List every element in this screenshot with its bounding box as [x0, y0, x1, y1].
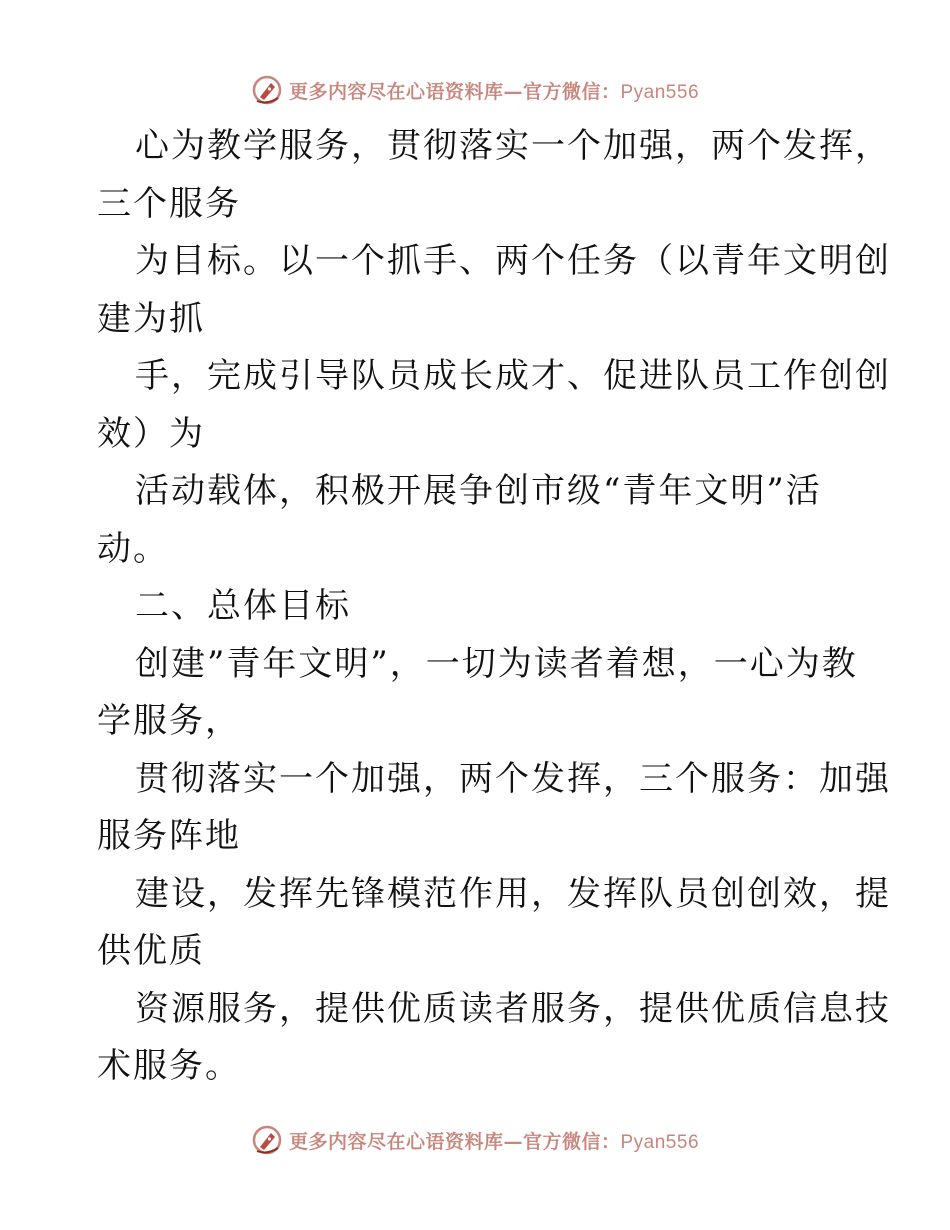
text-line: 为目标。以一个抓手、两个任务（以青年文明创	[135, 241, 891, 281]
text-line: 术服务。	[97, 1046, 241, 1086]
text-line: 心为教学服务，贯彻落实一个加强，两个发挥，	[135, 126, 891, 166]
text-line: 动。	[97, 528, 169, 569]
document-body	[97, 118, 891, 1096]
text-line: 二、总体目标	[135, 586, 351, 626]
text-line: 建为抓	[97, 298, 205, 339]
pen-nib-logo-icon	[251, 74, 283, 106]
text-line: 手，完成引导队员成长成才、促进队员工作创创	[135, 356, 891, 396]
text-line: 效）为	[97, 413, 205, 454]
text-line: 服务阵地	[97, 816, 241, 856]
pen-nib-logo-icon	[251, 1124, 283, 1156]
text-line: 资源服务，提供优质读者服务，提供优质信息技	[135, 988, 891, 1029]
text-line: 三个服务	[97, 183, 241, 224]
text-line: 学服务，	[97, 701, 241, 741]
text-line: 创建”青年文明”，一切为读者着想，一心为教	[135, 643, 858, 684]
watermark-text: 更多内容尽在心语资料库—官方微信：Pyan556	[288, 80, 700, 103]
text-line: 贯彻落实一个加强，两个发挥，三个服务：加强	[135, 758, 891, 799]
text-line: 供优质	[97, 931, 205, 971]
watermark-text: 更多内容尽在心语资料库—官方微信：Pyan556	[288, 1130, 700, 1153]
header-watermark	[0, 70, 950, 110]
footer-watermark	[0, 1120, 950, 1160]
text-line: 活动载体，积极开展争创市级“青年文明”活	[135, 471, 822, 511]
text-line: 建设，发挥先锋模范作用，发挥队员创创效，提	[135, 873, 891, 914]
watermark-wechat-id: Pyan556	[620, 1131, 700, 1153]
watermark-wechat-id: Pyan556	[620, 81, 700, 103]
